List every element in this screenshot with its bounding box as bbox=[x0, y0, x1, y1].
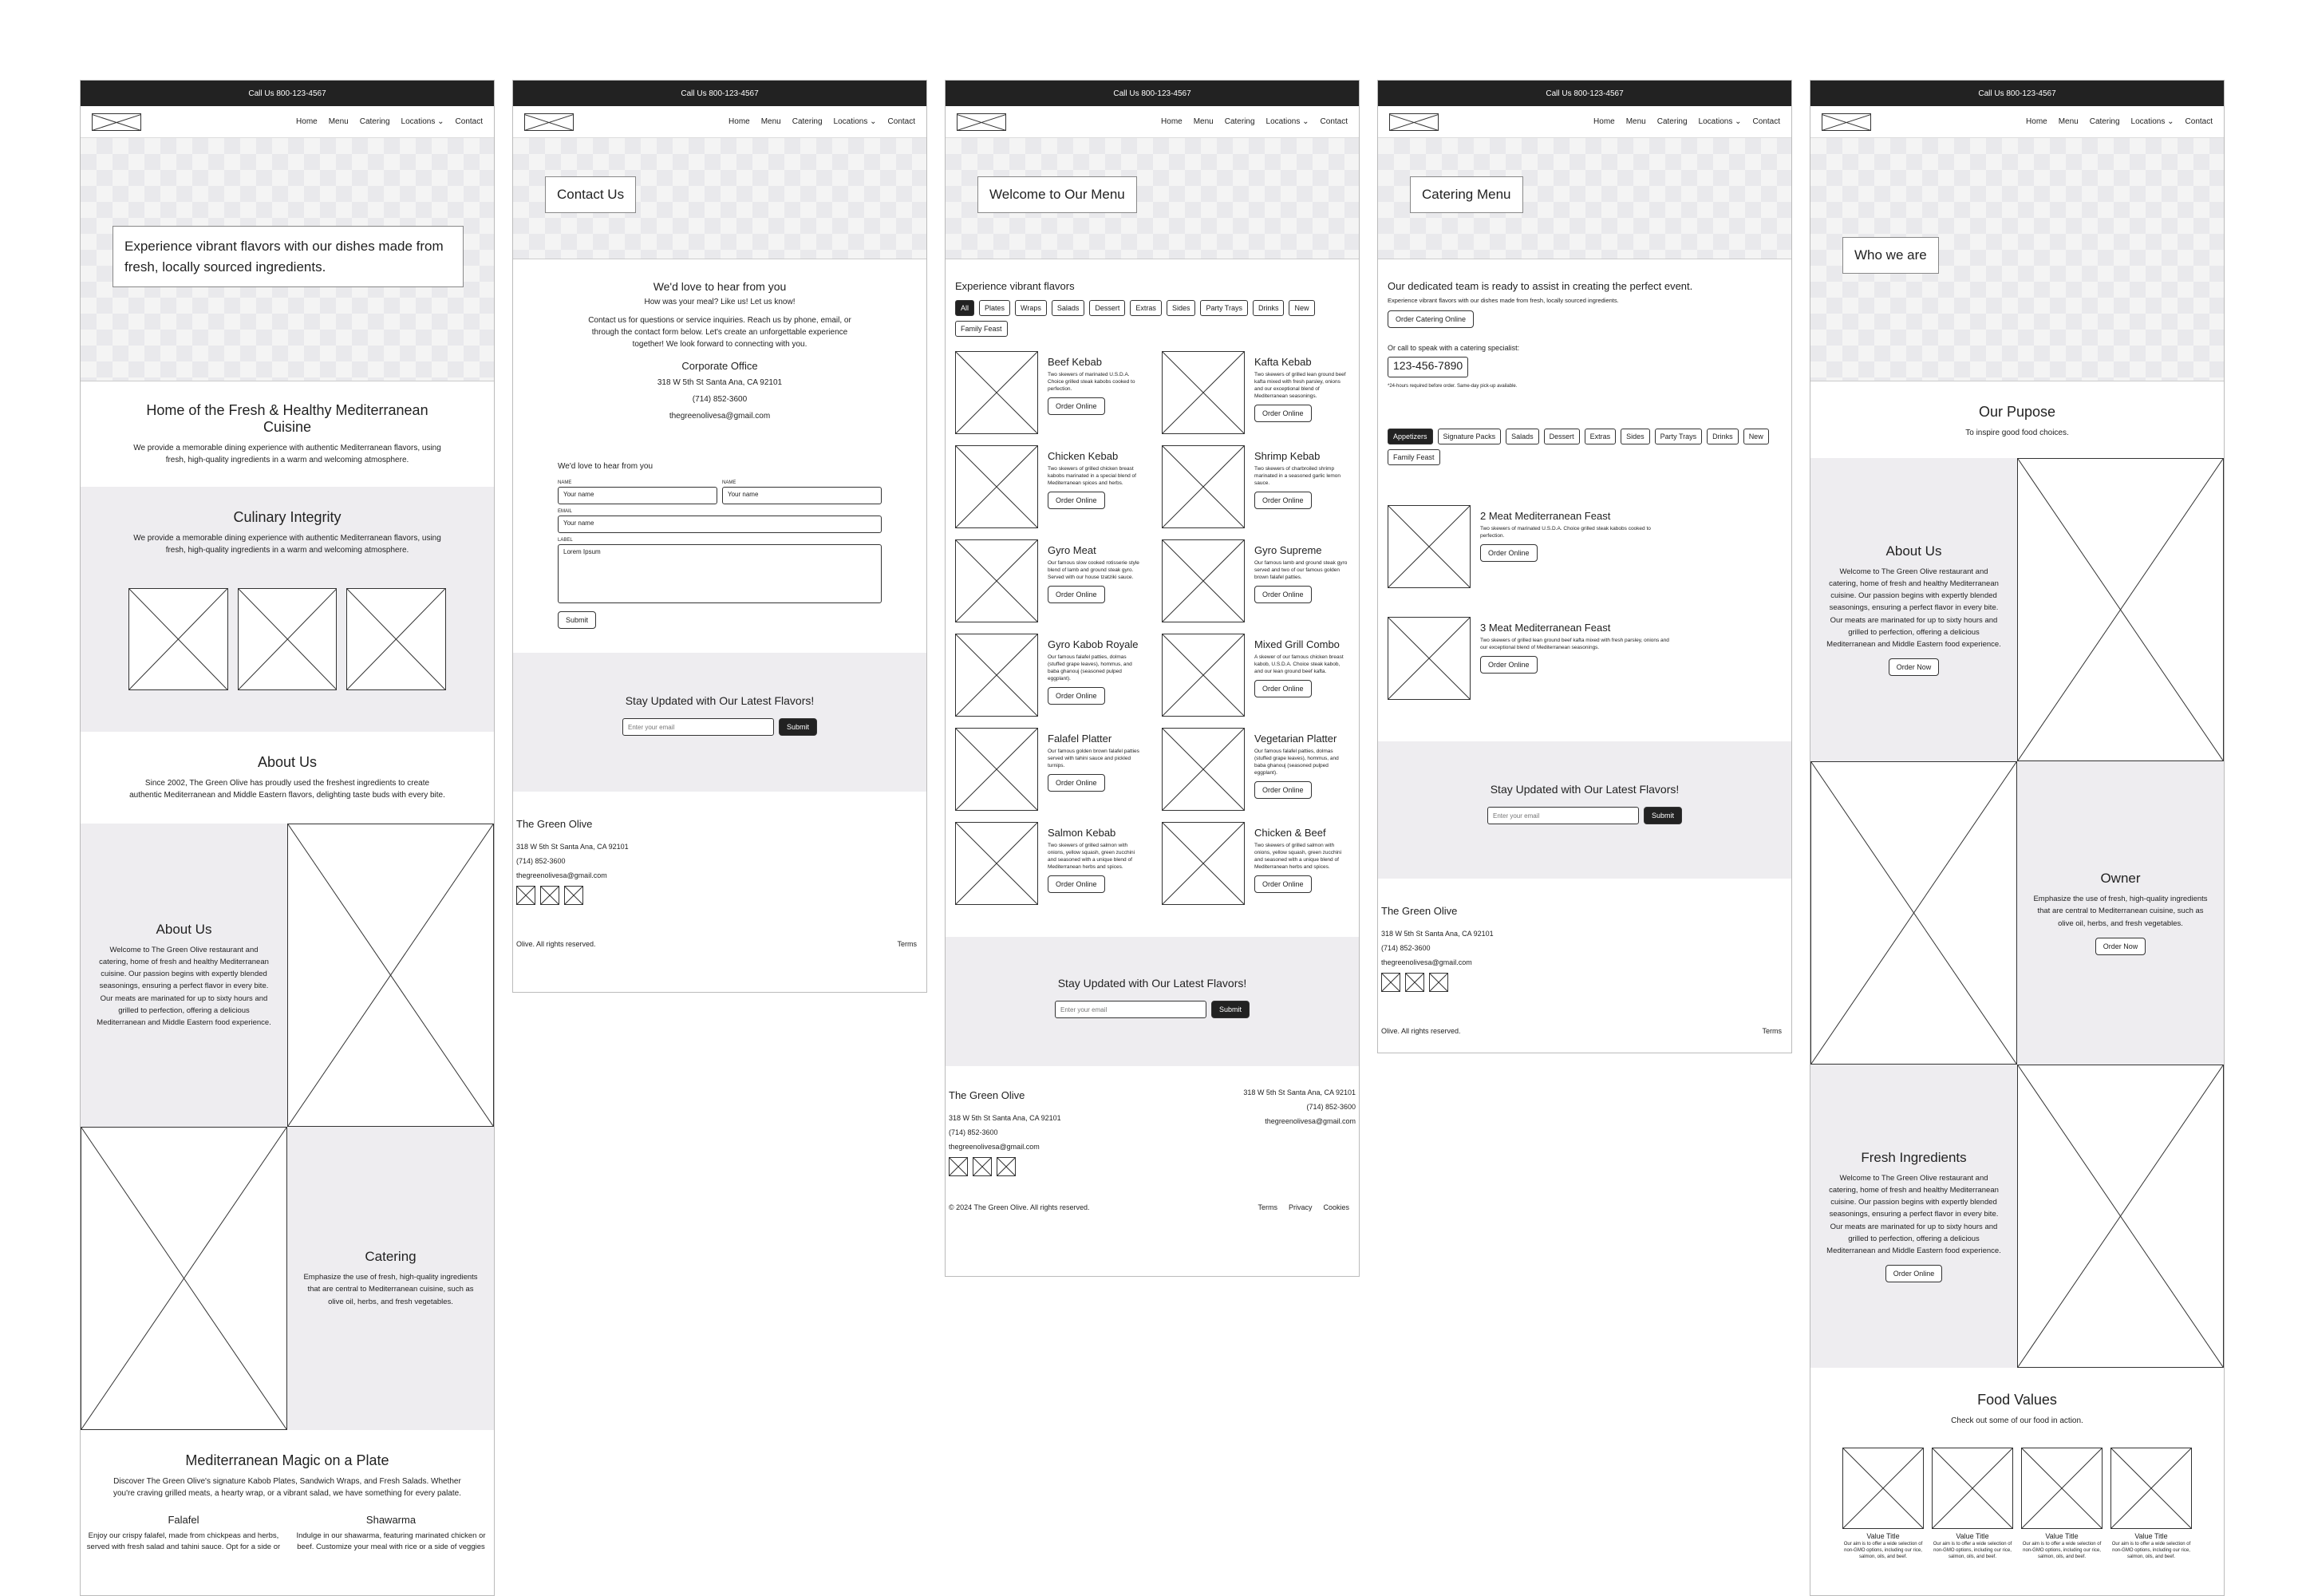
filter-chip[interactable]: New bbox=[1289, 300, 1314, 316]
values-title: Food Values bbox=[1977, 1392, 2057, 1408]
filter-chip[interactable]: Salads bbox=[1506, 429, 1539, 444]
copyright: Olive. All rights reserved. bbox=[1381, 1027, 1461, 1035]
chevron-down-icon: ⌄ bbox=[870, 117, 877, 126]
value-title: Value Title bbox=[1956, 1532, 1989, 1540]
values-row bbox=[1810, 1435, 2224, 1573]
order-online-button[interactable]: Order Online bbox=[1048, 397, 1105, 415]
name-label: NAME bbox=[558, 480, 572, 485]
nav-catering[interactable]: Catering bbox=[1656, 117, 1688, 126]
menu-page-frame bbox=[945, 80, 1360, 1277]
nav-menu[interactable]: Menu bbox=[1193, 117, 1214, 126]
value-text: Our aim is to offer a wide selection of non-GMO options, including our rice, salmon, oils, and beef. bbox=[1933, 1542, 2012, 1559]
menu-item-name: Vegetarian Platter bbox=[1254, 733, 1337, 745]
integrity-title: Culinary Integrity bbox=[233, 509, 342, 525]
image-placeholder bbox=[955, 634, 1038, 717]
chevron-down-icon: ⌄ bbox=[2167, 117, 2174, 126]
filter-chip[interactable]: Family Feast bbox=[1388, 449, 1440, 465]
image-placeholder bbox=[2021, 1448, 2103, 1529]
purpose-text: To inspire good food choices. bbox=[1965, 429, 2069, 437]
newsletter-title: Stay Updated with Our Latest Flavors! bbox=[1490, 783, 1680, 796]
image-placeholder bbox=[2017, 458, 2224, 761]
value-text: Our aim is to offer a wide selection of non-GMO options, including our rice, salmon, oils, and beef. bbox=[2022, 1542, 2102, 1559]
name-label: NAME bbox=[722, 480, 736, 485]
hero-image bbox=[1810, 138, 2224, 381]
footer-name: The Green Olive bbox=[516, 818, 593, 830]
email-label: EMAIL bbox=[558, 509, 573, 514]
filter-chip[interactable]: Dessert bbox=[1544, 429, 1580, 444]
nav-menu[interactable]: Menu bbox=[328, 117, 349, 126]
nav-menu[interactable]: Menu bbox=[1625, 117, 1646, 126]
menu-item bbox=[1162, 728, 1349, 811]
about-cell bbox=[1810, 458, 2017, 761]
catering-item-desc: Two skewers of marinated U.S.D.A. Choice grilled steak kabobs cooked to perfection. bbox=[1480, 526, 1651, 539]
falafel-text: Enjoy our crispy falafel, made from chickpeas and herbs, served with fresh salad and tahini sauce. Opt for a side or bbox=[86, 1531, 281, 1552]
menu-item bbox=[1162, 351, 1349, 434]
menu-item-name: Chicken Kebab bbox=[1048, 450, 1119, 462]
value-text: Our aim is to offer a wide selection of non-GMO options, including our rice, salmon, oils, and beef. bbox=[2111, 1542, 2191, 1559]
footer-name: The Green Olive bbox=[949, 1089, 1025, 1101]
copyright: Olive. All rights reserved. bbox=[516, 940, 596, 948]
integrity-text: We provide a memorable dining experience with authentic Mediterranean flavors, using fresh, high-quality ingredients in a warm and welcoming atmosphere. bbox=[133, 534, 441, 555]
menu-item-name: Gyro Meat bbox=[1048, 544, 1096, 556]
nav-contact[interactable]: Contact bbox=[1320, 117, 1348, 126]
nav-home[interactable]: Home bbox=[728, 117, 750, 126]
hero-image bbox=[1378, 138, 1791, 259]
menu-item-desc: A skewer of our famous chicken breast kabob, U.S.D.A. Choice steak kabob, and our lean ground beef kafta. bbox=[1254, 654, 1344, 675]
hero-image bbox=[81, 138, 494, 381]
category-filters bbox=[1388, 429, 1782, 465]
image-placeholder bbox=[238, 588, 338, 690]
catering-page-frame bbox=[1377, 80, 1792, 1053]
menu-item bbox=[955, 634, 1143, 717]
social-icon[interactable] bbox=[1381, 973, 1400, 992]
footer-email[interactable]: thegreenolivesa@gmail.com bbox=[1381, 958, 1472, 966]
call-text: Or call to speak with a catering specialist: bbox=[1388, 344, 1520, 352]
menu-item bbox=[955, 822, 1143, 905]
value-title: Value Title bbox=[2045, 1532, 2079, 1540]
office-address: 318 W 5th St Santa Ana, CA 92101 bbox=[657, 378, 783, 387]
catering-note: *24-hours required before order. Same-day pick-up available. bbox=[1388, 384, 1518, 389]
last-name-field[interactable]: Your name bbox=[722, 487, 882, 504]
image-placeholder bbox=[1932, 1448, 2013, 1529]
value-card bbox=[2110, 1448, 2192, 1560]
menu-item-name: Gyro Supreme bbox=[1254, 544, 1322, 556]
office-title: Corporate Office bbox=[681, 360, 758, 372]
menu-item-name: Salmon Kebab bbox=[1048, 827, 1116, 839]
newsletter bbox=[1378, 741, 1791, 879]
value-title: Value Title bbox=[1866, 1532, 1900, 1540]
nav-home[interactable]: Home bbox=[2026, 117, 2047, 126]
footer-phone: (714) 852-3600 bbox=[1381, 944, 1431, 952]
shawarma-title: Shawarma bbox=[365, 1514, 417, 1526]
footer-address: 318 W 5th St Santa Ana, CA 92101 bbox=[1381, 930, 1494, 938]
logo-placeholder[interactable] bbox=[524, 113, 574, 131]
menu-item-desc: Our famous falafel patties, dolmas (stuffed grape leaves), hommus, and baba ghanouj (seasoned pulped eggplant). bbox=[1048, 654, 1132, 682]
filter-chip[interactable]: Drinks bbox=[1253, 300, 1285, 316]
about2-text: Welcome to The Green Olive restaurant and catering, home of fresh and healthy Mediterranean cuisine. Our passion begins with expertly blended seasonings, ensuring a perfect flavor in every bite. Our meats are marinated for up to sixty hours and grilled to perfection, offering a delicious Mediterranean and Middle Eastern food experience. bbox=[97, 945, 271, 1027]
order-online-button[interactable]: Order Online bbox=[1254, 781, 1312, 799]
nav-contact[interactable]: Contact bbox=[2185, 117, 2213, 126]
nav-home[interactable]: Home bbox=[296, 117, 318, 126]
newsletter-title: Stay Updated with Our Latest Flavors! bbox=[1057, 977, 1247, 990]
nav-catering[interactable]: Catering bbox=[792, 117, 823, 126]
menu-item-desc: Two skewers of grilled chicken breast kabobs marinated in a special blend of Mediterranean spices and herbs. bbox=[1048, 466, 1136, 487]
order-online-button[interactable]: Order Online bbox=[1048, 492, 1105, 509]
filter-chip[interactable]: Party Trays bbox=[1200, 300, 1248, 316]
image-placeholder bbox=[346, 588, 446, 690]
order-online-button[interactable]: Order Online bbox=[1254, 492, 1312, 509]
navbar bbox=[946, 106, 1359, 138]
image-placeholder bbox=[128, 588, 228, 690]
about-page-frame bbox=[1810, 80, 2225, 1596]
purpose-title: Our Pupose bbox=[1978, 404, 2056, 420]
hero-title: Contact Us bbox=[545, 176, 636, 213]
newsletter bbox=[946, 937, 1359, 1066]
image-placeholder bbox=[2017, 1065, 2224, 1368]
fresh-title: Fresh Ingredients bbox=[1861, 1149, 1967, 1165]
footer-email[interactable]: thegreenolivesa@gmail.com bbox=[949, 1143, 1040, 1151]
image-placeholder bbox=[1162, 539, 1245, 622]
about-cell bbox=[81, 824, 287, 1127]
catering-title: Catering bbox=[365, 1249, 417, 1265]
nav-locations[interactable]: Locations ⌄ bbox=[833, 117, 877, 126]
nav-catering[interactable]: Catering bbox=[1224, 117, 1255, 126]
footer-address: 318 W 5th St Santa Ana, CA 92101 bbox=[949, 1114, 1061, 1122]
privacy-link[interactable]: Privacy bbox=[1288, 1203, 1313, 1211]
call-bar: Call Us 800-123-4567 bbox=[1378, 81, 1791, 106]
about2-title: About Us bbox=[156, 921, 212, 937]
logo-placeholder[interactable] bbox=[957, 113, 1006, 131]
filter-chip[interactable]: New bbox=[1743, 429, 1769, 444]
order-catering-button[interactable]: Order Catering Online bbox=[1388, 310, 1474, 328]
image-placeholder bbox=[1162, 728, 1245, 811]
social-icon[interactable] bbox=[540, 886, 559, 905]
contact-form bbox=[513, 446, 926, 653]
value-card bbox=[2021, 1448, 2103, 1560]
catering-text: Emphasize the use of fresh, high-quality ingredients that are central to Mediterranean cuisine, such as olive oil, herbs, and fresh vegetables. bbox=[303, 1273, 478, 1306]
catering-item bbox=[1388, 505, 1782, 588]
order-online-button[interactable]: Order Online bbox=[1254, 586, 1312, 603]
image-placeholder bbox=[955, 445, 1038, 528]
logo-placeholder[interactable] bbox=[92, 113, 141, 131]
image-placeholder bbox=[1162, 445, 1245, 528]
menu-item-desc: Two skewers of marinated U.S.D.A. Choice grilled steak kabobs cooked to perfection. bbox=[1048, 372, 1135, 393]
falafel-title: Falafel bbox=[168, 1514, 199, 1526]
order-online-button[interactable]: Order Online bbox=[1048, 586, 1105, 603]
menu-item bbox=[1162, 539, 1349, 622]
footer-phone-right: (714) 852-3600 bbox=[1306, 1103, 1356, 1111]
footer-address-right: 318 W 5th St Santa Ana, CA 92101 bbox=[1243, 1088, 1356, 1096]
submit-button[interactable]: Submit bbox=[558, 611, 596, 629]
newsletter-submit-button[interactable]: Submit bbox=[779, 718, 817, 736]
menu-item-name: Beef Kebab bbox=[1048, 356, 1102, 368]
menu-title: Experience vibrant flavors bbox=[955, 280, 1075, 292]
values-sub: Check out some of our food in action. bbox=[1951, 1416, 2083, 1425]
about-title: About Us bbox=[1885, 543, 1942, 559]
nav-home[interactable]: Home bbox=[1593, 117, 1615, 126]
order-online-button[interactable]: Order Online bbox=[1480, 656, 1538, 674]
image-placeholder bbox=[1388, 617, 1471, 700]
hero-title: Who we are bbox=[1842, 237, 1939, 274]
message-field[interactable]: Lorem Ipsum bbox=[558, 544, 882, 603]
menu-item-desc: Two skewers of grilled salmon with onions, yellow squash, green zucchini and seasoned with a unique blend of Mediterranean herbs and spices. bbox=[1048, 843, 1135, 871]
about-text: Welcome to The Green Olive restaurant and catering, home of fresh and healthy Mediterranean cuisine. Our passion begins with expertly blended seasonings, ensuring a perfect flavor in every bite. Our meats are marinated for up to sixty hours and grilled to perfection, offering a delicious Mediterranean and Middle Eastern food experience. bbox=[1826, 567, 2001, 649]
image-placeholder bbox=[1162, 822, 1245, 905]
terms-link[interactable]: Terms bbox=[1258, 1203, 1277, 1211]
image-placeholder bbox=[1810, 761, 2017, 1065]
filter-chip[interactable]: Appetizers bbox=[1388, 429, 1433, 444]
image-placeholder bbox=[1162, 351, 1245, 434]
catering-list bbox=[1378, 505, 1791, 700]
footer-email-right[interactable]: thegreenolivesa@gmail.com bbox=[1265, 1117, 1356, 1125]
filter-chip[interactable]: Wraps bbox=[1015, 300, 1047, 316]
fresh-text: Welcome to The Green Olive restaurant and catering, home of fresh and healthy Mediterranean cuisine. Our passion begins with expertly blended seasonings, ensuring a perfect flavor in every bite. Our meats are marinated for up to sixty hours and grilled to perfection, offering a delicious Mediterranean and Middle Eastern food experience. bbox=[1826, 1173, 2001, 1255]
nav-locations[interactable]: Locations ⌄ bbox=[2130, 117, 2174, 126]
filter-chip[interactable]: Sides bbox=[1167, 300, 1196, 316]
contact-title: We'd love to hear from you bbox=[653, 280, 787, 293]
magic-text: Discover The Green Olive's signature Kabob Plates, Sandwich Wraps, and Fresh Salads. Whether you're craving grilled meats, a hearty wrap, or a vibrant salad, we have something for every palate. bbox=[113, 1477, 461, 1498]
catering-phone[interactable]: 123-456-7890 bbox=[1388, 357, 1468, 377]
terms-link[interactable]: Terms bbox=[897, 940, 917, 948]
menu-item bbox=[955, 539, 1143, 622]
image-placeholder bbox=[955, 351, 1038, 434]
logo-placeholder[interactable] bbox=[1822, 113, 1871, 131]
catering-item-name: 2 Meat Mediterranean Feast bbox=[1480, 510, 1611, 522]
footer bbox=[1378, 879, 1791, 1048]
filter-chip[interactable]: Salads bbox=[1052, 300, 1085, 316]
catering-item bbox=[1388, 617, 1782, 700]
nav-catering[interactable]: Catering bbox=[359, 117, 390, 126]
catering-cell bbox=[287, 1127, 494, 1430]
owner-text: Emphasize the use of fresh, high-quality ingredients that are central to Mediterranean cuisine, such as olive oil, herbs, and fresh vegetables. bbox=[2033, 895, 2208, 928]
image-placeholder bbox=[287, 824, 494, 1127]
social-icon[interactable] bbox=[564, 886, 583, 905]
magic-title: Mediterranean Magic on a Plate bbox=[185, 1452, 389, 1468]
call-bar: Call Us 800-123-4567 bbox=[1810, 81, 2224, 106]
image-placeholder bbox=[955, 539, 1038, 622]
image-placeholder bbox=[1388, 505, 1471, 588]
hero-image bbox=[946, 138, 1359, 259]
order-now-button[interactable]: Order Now bbox=[1889, 658, 1940, 676]
menu-item-name: Chicken & Beef bbox=[1254, 827, 1326, 839]
menu-item-name: Gyro Kabob Royale bbox=[1048, 638, 1139, 650]
menu-item-name: Shrimp Kebab bbox=[1254, 450, 1321, 462]
social-icon[interactable] bbox=[1405, 973, 1424, 992]
nav-locations[interactable]: Locations ⌄ bbox=[1265, 117, 1309, 126]
catering-item-name: 3 Meat Mediterranean Feast bbox=[1480, 622, 1611, 634]
nav-menu[interactable]: Menu bbox=[760, 117, 781, 126]
menu-item bbox=[955, 728, 1143, 811]
cookies-link[interactable]: Cookies bbox=[1323, 1203, 1349, 1211]
social-icon[interactable] bbox=[949, 1157, 968, 1176]
newsletter-submit-button[interactable]: Submit bbox=[1211, 1001, 1250, 1018]
menu-item-desc: Our famous slow cooked rotisserie style blend of lamb and ground steak gyro. Served with our house tzatziki sauce. bbox=[1048, 560, 1139, 581]
image-placeholder bbox=[1162, 634, 1245, 717]
call-bar: Call Us 800-123-4567 bbox=[513, 81, 926, 106]
value-card bbox=[1932, 1448, 2013, 1560]
home-intro: We provide a memorable dining experience with authentic Mediterranean flavors, using fresh, high-quality ingredients in a warm and welcoming atmosphere. bbox=[133, 444, 441, 464]
image-placeholder bbox=[2110, 1448, 2192, 1529]
nav-home[interactable]: Home bbox=[1161, 117, 1183, 126]
social-icon[interactable] bbox=[1429, 973, 1448, 992]
menu-item-name: Kafta Kebab bbox=[1254, 356, 1312, 368]
nav-contact[interactable]: Contact bbox=[887, 117, 915, 126]
email-field[interactable]: Your name bbox=[558, 516, 882, 533]
category-filters bbox=[955, 300, 1349, 337]
filter-chip[interactable]: Drinks bbox=[1707, 429, 1739, 444]
footer-phone: (714) 852-3600 bbox=[516, 857, 566, 865]
menu-item bbox=[1162, 634, 1349, 717]
newsletter bbox=[513, 653, 926, 792]
fresh-cell bbox=[1810, 1065, 2017, 1368]
office-email[interactable]: thegreenolivesa@gmail.com bbox=[669, 412, 771, 421]
office-phone: (714) 852-3600 bbox=[692, 395, 748, 404]
nav-locations[interactable]: Locations ⌄ bbox=[1698, 117, 1742, 126]
social-icon[interactable] bbox=[516, 886, 535, 905]
owner-cell bbox=[2017, 761, 2224, 1065]
hero-text: Experience vibrant flavors with our dishes made from fresh, locally sourced ingredients. bbox=[113, 226, 464, 287]
menu-item-desc: Our famous falafel patties, dolmas (stuffed grape leaves), hommus, and baba ghanouj (seasoned pulped eggplant). bbox=[1254, 749, 1339, 776]
image-placeholder bbox=[81, 1127, 287, 1430]
social-icon[interactable] bbox=[997, 1157, 1016, 1176]
catering-title: Our dedicated team is ready to assist in creating the perfect event. bbox=[1388, 280, 1693, 292]
value-card bbox=[1842, 1448, 1924, 1560]
filter-chip[interactable]: Extras bbox=[1585, 429, 1617, 444]
shawarma-text: Indulge in our shawarma, featuring marinated chicken or beef. Customize your meal with rice or a side of veggies bbox=[296, 1531, 486, 1552]
copyright: © 2024 The Green Olive. All rights reserved. bbox=[949, 1203, 1090, 1211]
filter-chip[interactable]: Extras bbox=[1130, 300, 1162, 316]
order-online-button[interactable]: Order Online bbox=[1048, 687, 1105, 705]
newsletter-title: Stay Updated with Our Latest Flavors! bbox=[625, 694, 815, 707]
image-placeholder bbox=[1842, 1448, 1924, 1529]
filter-chip[interactable]: Plates bbox=[979, 300, 1010, 316]
catering-sub: Experience vibrant flavors with our dishes made from fresh, locally sourced ingredients. bbox=[1388, 297, 1619, 304]
order-online-button[interactable]: Order Online bbox=[1254, 875, 1312, 893]
about-text: Since 2002, The Green Olive has proudly used the freshest ingredients to create authentic Mediterranean and Middle Eastern flavors, delighting taste buds with every bite. bbox=[129, 779, 445, 800]
call-bar: Call Us 800-123-4567 bbox=[81, 81, 494, 106]
order-online-button[interactable]: Order Online bbox=[1254, 405, 1312, 422]
form-title: We'd love to hear from you bbox=[558, 462, 653, 471]
newsletter-email-input[interactable] bbox=[1055, 1001, 1206, 1018]
call-bar: Call Us 800-123-4567 bbox=[946, 81, 1359, 106]
menu-item bbox=[955, 445, 1143, 528]
nav-catering[interactable]: Catering bbox=[2089, 117, 2120, 126]
catering-item-desc: Two skewers of grilled lean ground beef kafta mixed with fresh parsley, onions and our exceptional blend of Mediterranean seasonings. bbox=[1480, 638, 1669, 651]
menu-item-desc: Our famous lamb and ground steak gyro served and two of our famous golden brown falafel patties. bbox=[1254, 560, 1348, 581]
about-title: About Us bbox=[257, 754, 318, 770]
hero-image bbox=[513, 138, 926, 259]
menu-item-desc: Our famous golden brown falafel patties served with tahini sauce and pickled turnips. bbox=[1048, 749, 1139, 769]
menu-item bbox=[1162, 822, 1349, 905]
navbar bbox=[513, 106, 926, 138]
navbar bbox=[1810, 106, 2224, 138]
order-online-button[interactable]: Order Online bbox=[1048, 875, 1105, 893]
terms-link[interactable]: Terms bbox=[1762, 1027, 1782, 1035]
first-name-field[interactable]: Your name bbox=[558, 487, 717, 504]
footer-name: The Green Olive bbox=[1381, 905, 1458, 917]
menu-item bbox=[1162, 445, 1349, 528]
menu-item-desc: Two skewers of grilled lean ground beef kafta mixed with fresh parsley, onions and our exceptional blend of Mediterranean seasonings. bbox=[1254, 372, 1346, 400]
social-icon[interactable] bbox=[973, 1157, 992, 1176]
newsletter-email-input[interactable] bbox=[1487, 807, 1639, 824]
contact-sub: How was your meal? Like us! Let us know! bbox=[644, 298, 796, 306]
menu-item-desc: Two skewers of grilled salmon with onions, yellow squash, green zucchini and seasoned with a unique blend of Mediterranean herbs and spices. bbox=[1254, 843, 1342, 871]
footer bbox=[513, 792, 926, 961]
value-text: Our aim is to offer a wide selection of non-GMO options, including our rice, salmon, oils, and beef. bbox=[1843, 1542, 1923, 1559]
order-online-button[interactable]: Order Online bbox=[1254, 680, 1312, 697]
filter-chip[interactable]: All bbox=[955, 300, 974, 316]
logo-placeholder[interactable] bbox=[1389, 113, 1439, 131]
order-online-button[interactable]: Order Online bbox=[1885, 1265, 1943, 1282]
image-placeholder bbox=[955, 822, 1038, 905]
home-title: Home of the Fresh & Healthy Mediterranean Cuisine bbox=[146, 402, 428, 435]
hero-title: Catering Menu bbox=[1410, 176, 1523, 213]
navbar bbox=[81, 106, 494, 138]
menu-item-name: Mixed Grill Combo bbox=[1254, 638, 1340, 650]
value-title: Value Title bbox=[2134, 1532, 2168, 1540]
owner-title: Owner bbox=[2100, 871, 2141, 887]
menu-grid bbox=[946, 351, 1359, 905]
contact-text: Contact us for questions or service inquiries. Reach us by phone, email, or through the contact form below. Let's create an unforgettable experience together! We look forward to connecting with you. bbox=[588, 316, 851, 349]
footer-phone: (714) 852-3600 bbox=[949, 1128, 998, 1136]
filter-chip[interactable]: Family Feast bbox=[955, 321, 1008, 337]
footer-email[interactable]: thegreenolivesa@gmail.com bbox=[516, 871, 607, 879]
order-online-button[interactable]: Order Online bbox=[1480, 544, 1538, 562]
chevron-down-icon: ⌄ bbox=[437, 117, 444, 126]
nav-contact[interactable]: Contact bbox=[1752, 117, 1780, 126]
chevron-down-icon: ⌄ bbox=[1302, 117, 1309, 126]
chevron-down-icon: ⌄ bbox=[1735, 117, 1742, 126]
message-label: LABEL bbox=[558, 538, 573, 543]
order-now-button[interactable]: Order Now bbox=[2095, 938, 2146, 955]
hero-title: Welcome to Our Menu bbox=[977, 176, 1137, 213]
filter-chip[interactable]: Signature Packs bbox=[1438, 429, 1502, 444]
menu-item-desc: Two skewers of charbroiled shrimp marinated in a seasoned garlic lemon sauce. bbox=[1254, 466, 1341, 487]
image-placeholder bbox=[955, 728, 1038, 811]
newsletter-submit-button[interactable]: Submit bbox=[1644, 807, 1682, 824]
filter-chip[interactable]: Sides bbox=[1621, 429, 1650, 444]
home-page-frame bbox=[80, 80, 495, 1596]
menu-item-name: Falafel Platter bbox=[1048, 733, 1112, 745]
nav-locations[interactable]: Locations ⌄ bbox=[401, 117, 444, 126]
filter-chip[interactable]: Dessert bbox=[1089, 300, 1125, 316]
contact-page-frame bbox=[512, 80, 927, 993]
nav-menu[interactable]: Menu bbox=[2058, 117, 2079, 126]
newsletter-email-input[interactable] bbox=[622, 718, 774, 736]
nav-contact[interactable]: Contact bbox=[455, 117, 483, 126]
filter-chip[interactable]: Party Trays bbox=[1655, 429, 1703, 444]
footer bbox=[946, 1066, 1359, 1224]
menu-item bbox=[955, 351, 1143, 434]
order-online-button[interactable]: Order Online bbox=[1048, 774, 1105, 792]
navbar bbox=[1378, 106, 1791, 138]
footer-address: 318 W 5th St Santa Ana, CA 92101 bbox=[516, 843, 629, 851]
